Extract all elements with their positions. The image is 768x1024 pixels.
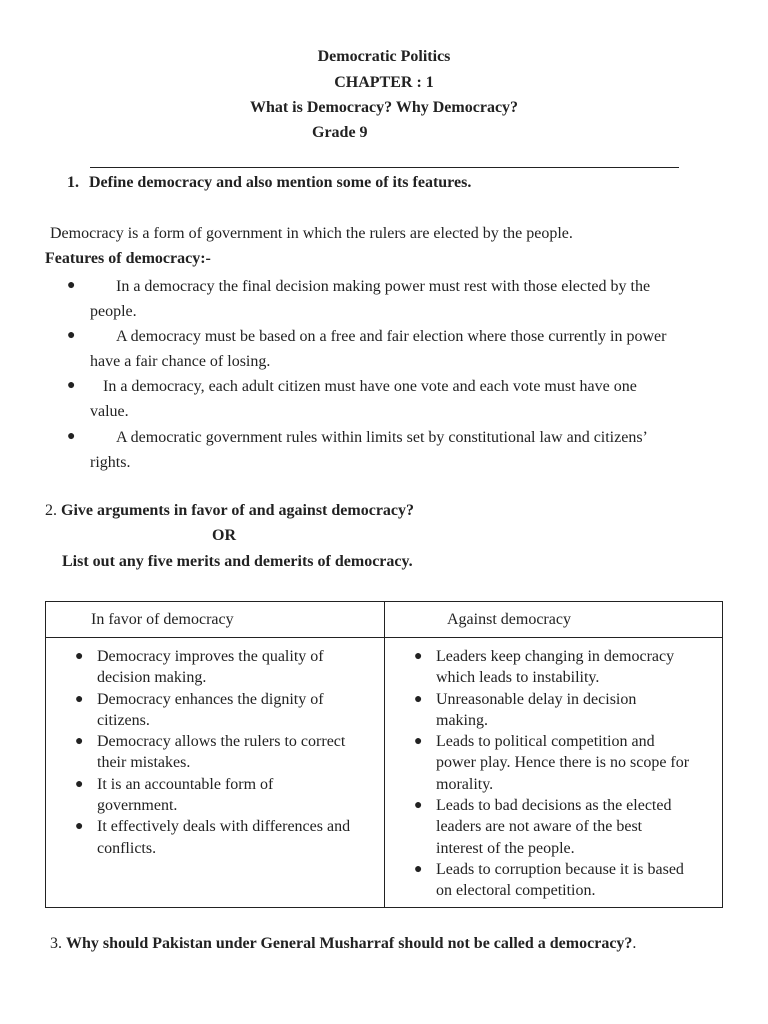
bullet-icon: ●: [75, 776, 84, 792]
merits-demerits-table: [45, 601, 723, 908]
q2-heading: [45, 502, 414, 520]
favor-line: decision making.: [97, 669, 207, 687]
table-header-divider: [46, 637, 722, 638]
bullet-icon: ●: [75, 734, 84, 750]
feature-line: have a fair chance of losing.: [90, 353, 271, 370]
q3-heading: [50, 935, 636, 953]
against-line: Unreasonable delay in decision: [436, 690, 637, 708]
against-line: which leads to instability.: [436, 669, 600, 687]
list-item: [75, 774, 350, 817]
against-line: making.: [436, 711, 488, 729]
q1-definition: Democracy is a form of government in which the rulers are elected by the people.: [50, 225, 573, 242]
against-line: on electoral competition.: [436, 882, 596, 900]
q2-question: Give arguments in favor of and against democracy?: [61, 502, 415, 519]
against-list: [414, 646, 689, 902]
bullet-icon: ●: [414, 691, 423, 707]
feature-line: In a democracy, each adult citizen must have one vote and each vote must have one: [103, 378, 637, 395]
bullet-icon: ●: [75, 649, 84, 664]
features-heading: Features of democracy:-: [45, 250, 211, 267]
bullet-icon: ●: [67, 328, 76, 343]
bullet-icon: ●: [414, 734, 423, 750]
bullet-icon: ●: [414, 649, 423, 664]
against-line: Leads to corruption because it is based: [436, 860, 684, 878]
grade-label: Grade 9: [312, 124, 368, 141]
favor-line: Democracy improves the quality of: [97, 648, 324, 665]
bullet-icon: ●: [67, 429, 76, 444]
bullet-icon: ●: [67, 278, 76, 293]
chapter-label: CHAPTER : 1: [334, 74, 434, 91]
bullet-icon: ●: [75, 691, 84, 707]
list-item: [414, 731, 689, 795]
table-column-divider: [384, 602, 385, 907]
favor-line: Democracy enhances the dignity of: [97, 690, 324, 708]
list-item: [414, 795, 689, 859]
feature-line: rights.: [90, 454, 131, 471]
against-line: morality.: [436, 775, 494, 793]
bullet-icon: ●: [75, 819, 84, 835]
table-header-favor: In favor of democracy: [91, 611, 234, 628]
bullet-icon: ●: [414, 861, 423, 877]
q1-heading: [67, 174, 471, 192]
feature-line: A democratic government rules within limits set by constitutional law and citizens’: [116, 429, 648, 446]
q2-alt-question: List out any five merits and demerits of democracy.: [62, 553, 413, 570]
list-item: [75, 646, 350, 689]
feature-line: people.: [90, 303, 137, 320]
q3-number: 3.: [50, 935, 62, 952]
q3-question: Why should Pakistan under General Musharraf should not be called a democracy?: [66, 935, 633, 952]
table-header-against: Against democracy: [447, 611, 571, 628]
feature-line: In a democracy the final decision making power must rest with those elected by the: [116, 278, 651, 295]
favor-line: citizens.: [97, 711, 150, 729]
favor-list: [75, 646, 350, 859]
list-item: [414, 689, 689, 732]
list-item: [414, 859, 689, 902]
favor-line: It is an accountable form of: [97, 775, 274, 793]
against-line: Leads to political competition and: [436, 733, 655, 751]
q2-number: 2.: [45, 502, 57, 519]
against-line: leaders are not aware of the best: [436, 818, 643, 836]
favor-line: their mistakes.: [97, 754, 191, 772]
against-line: power play. Hence there is no scope for: [436, 754, 690, 772]
q2-or: OR: [212, 527, 236, 544]
subject-title: Democratic Politics: [317, 48, 451, 65]
list-item: [75, 689, 350, 732]
bullet-icon: ●: [414, 798, 423, 814]
against-line: interest of the people.: [436, 839, 575, 857]
favor-line: It effectively deals with differences and: [97, 818, 351, 836]
list-item: [75, 731, 350, 774]
against-line: Leaders keep changing in democracy: [436, 648, 675, 665]
feature-line: value.: [90, 403, 129, 420]
q1-question: Define democracy and also mention some of its features.: [89, 174, 472, 191]
list-item: [414, 646, 689, 689]
feature-line: A democracy must be based on a free and fair election where those currently in power: [116, 328, 667, 345]
against-line: Leads to bad decisions as the elected: [436, 797, 672, 815]
favor-line: Democracy allows the rulers to correct: [97, 733, 346, 751]
favor-line: government.: [97, 797, 178, 815]
q1-number: 1.: [67, 174, 79, 191]
list-item: [75, 816, 350, 859]
header-divider: [90, 167, 679, 168]
bullet-icon: ●: [67, 378, 76, 393]
q3-trailing: .: [632, 935, 637, 952]
favor-line: conflicts.: [97, 839, 157, 857]
chapter-title: What is Democracy? Why Democracy?: [249, 99, 519, 116]
